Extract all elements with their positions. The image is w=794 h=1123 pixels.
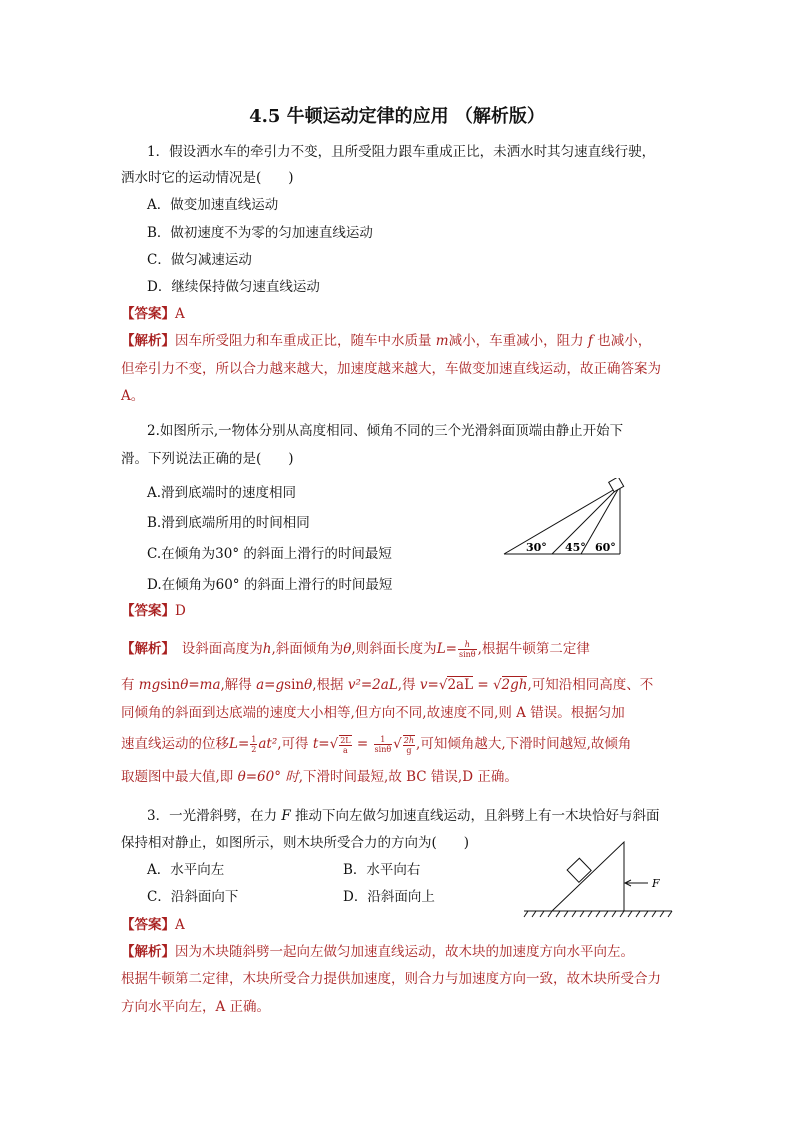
- analysis-text: 因为木块随斜劈一起向左做匀加速直线运动，故木块的加速度方向水平向左。: [175, 944, 634, 960]
- var-theta: θ: [343, 641, 352, 657]
- sqrt-sign: = √: [473, 677, 502, 693]
- fraction-numerator: 2h: [403, 735, 415, 745]
- fraction-one-half: [250, 735, 257, 754]
- q2-analysis-line5: [121, 765, 518, 785]
- q1-option-b: B．做初速度不为零的匀加速直线运动: [147, 225, 373, 241]
- answer-tag: 【答案】: [121, 917, 175, 933]
- q2-analysis-line3: 同倾角的斜面到达底端的速度大小相等,但方向不同,故速度不同,则 A 错误。根据匀加: [121, 705, 625, 721]
- analysis-tag: 【解析】: [121, 944, 175, 960]
- fraction-1-over-sin: [374, 735, 393, 754]
- answer-value: A: [175, 306, 185, 322]
- q3-analysis-line1: [121, 940, 634, 960]
- q1-stem-line2: 洒水时它的运动情况是( ): [121, 170, 294, 186]
- analysis-text: 有: [121, 677, 139, 693]
- q2-analysis-line2: [121, 673, 653, 693]
- equals-sign: =: [237, 736, 250, 752]
- q2-option-c: C.在倾角为30° 的斜面上滑行的时间最短: [147, 546, 392, 562]
- q1-analysis-line1: [121, 329, 651, 349]
- analysis-text: ,斜面倾角为: [271, 641, 344, 657]
- q2-stem-line1: 2.如图所示,一物体分别从高度相同、倾角不同的三个光滑斜面顶端由静止开始下: [147, 423, 624, 439]
- q3-option-d: D．沿斜面向上: [343, 889, 435, 905]
- analysis-text: 因车所受阻力和车重成正比，随车中水质量: [175, 333, 436, 349]
- analysis-text: ,可知倾角越大,下滑时间越短,故倾角: [416, 736, 632, 752]
- var-L: L: [229, 736, 238, 752]
- angle-label-60: 60°: [595, 541, 616, 554]
- q1-answer: [121, 302, 185, 322]
- var-h: h: [262, 641, 272, 657]
- stem-text: 推动下向左做匀加速直线运动，且斜劈上有一木块恰好与斜面: [290, 808, 660, 824]
- q1-analysis-line3: A。: [121, 388, 145, 404]
- fraction-denominator: sinθ: [458, 650, 476, 659]
- equals-sign: =: [352, 736, 373, 752]
- angle-label-45: 45°: [565, 541, 586, 554]
- analysis-text: 减小，车重减小，阻力: [448, 333, 588, 349]
- answer-tag: 【答案】: [121, 603, 175, 619]
- analysis-text: ,可知沿相同高度、不: [527, 677, 654, 693]
- q3-analysis-line2: 根据牛顿第二定律，木块所受合力提供加速度，则合力与加速度方向一致，故木块所受合力: [121, 971, 661, 987]
- answer-value: A: [175, 917, 185, 933]
- sqrt-content: 2aL: [447, 677, 474, 693]
- sin-text: sin: [160, 677, 181, 693]
- var-t: t: [312, 736, 319, 752]
- force-label: F: [652, 877, 660, 890]
- q2-stem-line2: 滑。下列说法正确的是( ): [121, 451, 294, 467]
- q2-answer: [121, 599, 186, 619]
- var-L: L: [436, 641, 446, 657]
- var-theta-60: θ=60° 时: [237, 769, 299, 785]
- q3-option-c: C．沿斜面向下: [147, 889, 239, 905]
- q2-option-d: D.在倾角为60° 的斜面上滑行的时间最短: [147, 577, 393, 593]
- sqrt-sign: =√: [427, 677, 448, 693]
- q3-analysis-line3: 方向水平向左，A 正确。: [121, 999, 271, 1015]
- fraction-denominator: a: [343, 745, 348, 755]
- analysis-text: 也减小，: [592, 333, 652, 349]
- var-F: F: [281, 808, 291, 824]
- answer-value: D: [175, 603, 186, 619]
- q2-analysis-line1: [121, 637, 590, 659]
- formula-v2: v²=2aL: [347, 677, 398, 693]
- q2-option-a: A.滑到底端时的速度相同: [147, 485, 297, 501]
- fraction-numerator: 2L: [340, 735, 351, 745]
- q1-option-a: A．做变加速直线运动: [147, 197, 279, 213]
- q2-analysis-line4: [121, 732, 631, 755]
- var-mg: mg: [138, 677, 161, 693]
- inclines-figure: [500, 478, 630, 558]
- var-ma: =ma: [188, 677, 221, 693]
- q3-stem-line2: 保持相对静止，如图所示，则木块所受合力的方向为( ): [121, 835, 470, 851]
- var-v: v: [419, 677, 428, 693]
- ground-hatch: [524, 911, 672, 917]
- page-title: 4.5 牛顿运动定律的应用 （解析版）: [249, 106, 545, 127]
- analysis-text: 取题图中最大值,即: [121, 769, 238, 785]
- fraction-2L-over-a: [339, 735, 351, 755]
- var-at2: at²: [258, 736, 278, 752]
- fraction-h-over-sin: [458, 640, 477, 659]
- var-m: m: [435, 333, 449, 349]
- q3-option-b: B．水平向右: [343, 862, 421, 878]
- analysis-text: 设斜面高度为: [168, 641, 263, 657]
- q1-stem-line1: 1．假设洒水车的牵引力不变，且所受阻力跟车重成正比，未洒水时其匀速直线行驶，: [147, 144, 656, 160]
- var-g: =g: [264, 677, 285, 693]
- analysis-text: ,可得: [277, 736, 313, 752]
- fraction-numerator: 1: [251, 735, 257, 744]
- analysis-text: ,下滑时间最短,故 BC 错误,D 正确。: [298, 769, 518, 785]
- wedge-figure: [520, 840, 680, 920]
- var-f: f: [587, 333, 593, 349]
- stem-text: 3．一光滑斜劈，在力: [147, 808, 282, 824]
- equals-sign: =: [445, 641, 457, 657]
- fraction-numerator: 1: [374, 735, 393, 745]
- analysis-text: ,根据: [312, 677, 348, 693]
- var-theta: θ: [304, 677, 313, 693]
- q1-option-c: C．做匀减速运动: [147, 252, 252, 268]
- analysis-text: ,则斜面长度为: [351, 641, 437, 657]
- q2-option-b: B.滑到底端所用的时间相同: [147, 515, 310, 531]
- analysis-text: ,根据牛顿第二定律: [477, 641, 590, 657]
- analysis-tag: 【解析】: [121, 333, 175, 349]
- analysis-text: 速直线运动的位移: [121, 736, 229, 752]
- sin-text: sin: [284, 677, 305, 693]
- analysis-text: ,得: [397, 677, 420, 693]
- var-a: a: [256, 677, 265, 693]
- wedge-shape: [552, 842, 624, 911]
- fraction-2h-over-g: [403, 735, 415, 755]
- angle-label-30: 30°: [526, 541, 547, 554]
- q3-stem-line1: [147, 804, 660, 824]
- q1-option-d: D．继续保持做匀速直线运动: [147, 279, 320, 295]
- q1-analysis-line2: 但牵引力不变，所以合力越来越大，加速度越来越大，车做变加速直线运动，故正确答案为: [121, 361, 661, 377]
- sqrt-content: 2gh: [501, 677, 528, 693]
- q3-option-a: A．水平向左: [147, 862, 225, 878]
- analysis-text: ,解得: [220, 677, 257, 693]
- fraction-denominator: sinθ: [374, 745, 392, 754]
- fraction-numerator: h: [458, 640, 477, 650]
- sqrt-sign: √: [393, 736, 402, 752]
- sqrt-sign: =√: [318, 736, 339, 752]
- fraction-denominator: 2: [251, 745, 257, 754]
- var-theta: θ: [180, 677, 189, 693]
- answer-tag: 【答案】: [121, 306, 175, 322]
- block-icon: [609, 478, 624, 492]
- fraction-denominator: g: [406, 745, 412, 755]
- analysis-tag: 【解析】: [121, 641, 169, 657]
- q3-answer: [121, 913, 185, 933]
